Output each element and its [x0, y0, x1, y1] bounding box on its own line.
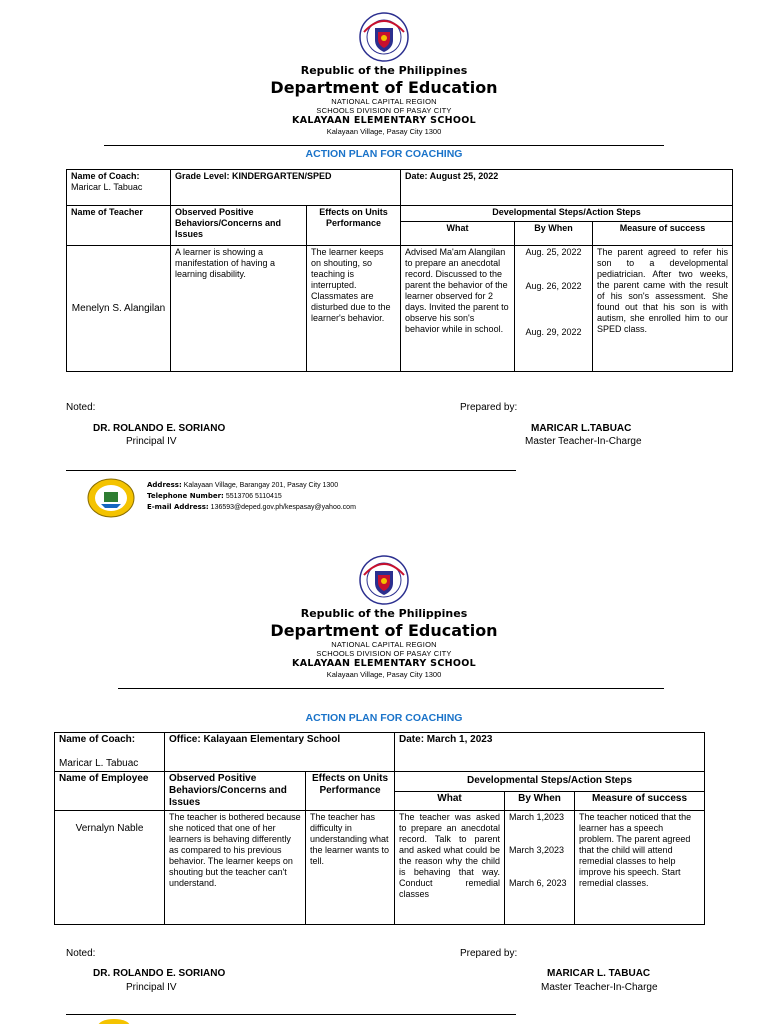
by-when-1: March 1,2023	[509, 812, 565, 822]
col-observed: Observed Positive Behaviors/Concerns and Issues	[165, 772, 306, 811]
col-dev-steps: Developmental Steps/Action Steps	[401, 206, 733, 222]
principal-name: DR. ROLANDO E. SORIANO	[93, 968, 226, 979]
employee-name: Vernalyn Nable	[55, 811, 165, 925]
preparer-name: MARICAR L. TABUAC	[547, 968, 651, 979]
measure-text: The parent agreed to refer his son to a developmental pediatrician. After two weeks, the parent came with the result of his son's assessment. She found out that his son is with autism, she enrolled him to our SPED class.	[593, 246, 733, 372]
by-when-1: Aug. 25, 2022	[525, 247, 582, 257]
division-text: SCHOOLS DIVISION OF PASAY CITY	[316, 649, 452, 658]
header-rule	[118, 688, 664, 689]
by-when-3: Aug. 29, 2022	[525, 327, 582, 337]
footer-phone: 5513706 5110415	[225, 493, 282, 500]
col-effects: Effects on Units Performance	[307, 206, 401, 246]
grade-level: Grade Level: KINDERGARTEN/SPED	[171, 170, 401, 206]
phone-label: Telephone Number:	[147, 492, 224, 500]
col-measure: Measure of success	[575, 791, 705, 811]
col-by-when: By When	[515, 222, 593, 246]
coach-label: Name of Coach:	[59, 734, 136, 745]
by-when-2: Aug. 26, 2022	[525, 281, 582, 291]
principal-name: DR. ROLANDO E. SORIANO	[93, 423, 226, 434]
col-observed: Observed Positive Behaviors/Concerns and Issues	[171, 206, 307, 246]
republic-text: Republic of the Philippines	[300, 607, 468, 620]
prepared-label: Prepared by:	[460, 402, 518, 413]
school-logo-icon	[97, 1018, 131, 1024]
coach-name: Maricar L. Tabuac	[59, 758, 139, 769]
school-name: KALAYAAN ELEMENTARY SCHOOL	[292, 658, 476, 669]
preparer-name: MARICAR L.TABUAC	[531, 423, 632, 434]
division-text: SCHOOLS DIVISION OF PASAY CITY	[316, 106, 452, 115]
principal-title: Principal IV	[126, 436, 177, 447]
plan-date: Date: August 25, 2022	[401, 170, 733, 206]
preparer-title: Master Teacher-In-Charge	[525, 436, 642, 447]
effects-text: The teacher has difficulty in understanding what the learner wants to tell.	[306, 811, 395, 925]
plan-date: Date: March 1, 2023	[395, 733, 705, 772]
action-plan-table	[54, 732, 705, 925]
col-teacher: Name of Teacher	[67, 206, 171, 246]
noted-label: Noted:	[66, 402, 96, 413]
office-text: Office: Kalayaan Elementary School	[165, 733, 395, 772]
effects-text: The learner keeps on shouting, so teaching is interrupted. Classmates are disturbed due to the learner's behavior.	[307, 246, 401, 372]
prepared-label: Prepared by:	[460, 948, 518, 959]
by-when-3: March 6, 2023	[509, 878, 567, 888]
observed-text: The teacher is bothered because she noticed that one of her learners is behaving differently as compared to his previous behavior. The learner keeps on shouting but the teacher can't understand.	[165, 811, 306, 925]
principal-title: Principal IV	[126, 982, 177, 993]
by-when-2: March 3,2023	[509, 845, 565, 855]
measure-text: The teacher noticed that the learner has a speech problem. The parent agreed that the child will attend remedial classes to help improve his speech. Start remedial classes.	[575, 811, 705, 925]
region-text: NATIONAL CAPITAL REGION	[331, 97, 437, 106]
school-address: Kalayaan Village, Pasay City 1300	[326, 127, 442, 136]
coach-name: Maricar L. Tabuac	[71, 182, 143, 192]
noted-label: Noted:	[66, 948, 96, 959]
region-text: NATIONAL CAPITAL REGION	[331, 640, 437, 649]
coach-label: Name of Coach:	[71, 171, 140, 181]
republic-text: Republic of the Philippines	[300, 64, 468, 77]
observed-text: A learner is showing a manifestation of having a learning disability.	[171, 246, 307, 372]
col-employee: Name of Employee	[55, 772, 165, 811]
plan-title: ACTION PLAN FOR COACHING	[305, 148, 463, 160]
footer-email: 136593@deped.gov.ph/kespasay@yahoo.com	[210, 504, 356, 511]
col-dev-steps: Developmental Steps/Action Steps	[395, 772, 705, 792]
department-title: Department of Education	[270, 78, 498, 97]
what-text: The teacher was asked to prepare an anecdotal record. Talk to parent and asked what could be the reason why the child is behaving that way. Conduct remedial classes	[395, 811, 505, 925]
email-label: E-mail Address:	[147, 503, 209, 511]
footer-rule	[66, 1014, 516, 1015]
teacher-name: Menelyn S. Alangilan	[67, 246, 171, 372]
by-when-cell	[505, 811, 575, 925]
col-by-when: By When	[505, 791, 575, 811]
department-title: Department of Education	[270, 621, 498, 640]
address-label: Address:	[147, 481, 182, 489]
col-what: What	[395, 791, 505, 811]
what-text: Advised Ma'am Alangilan to prepare an anecdotal record. Discussed to the parent the behavior of the learner observed for 2 days. Invited the parent to observe his son's behavior while in school.	[401, 246, 515, 372]
footer-address: Kalayaan Village, Barangay 201, Pasay City 1300	[183, 482, 339, 489]
coach-cell	[55, 733, 165, 772]
col-measure: Measure of success	[593, 222, 733, 246]
school-address: Kalayaan Village, Pasay City 1300	[326, 670, 442, 679]
deped-seal-icon	[359, 555, 409, 605]
plan-title: ACTION PLAN FOR COACHING	[305, 712, 463, 724]
preparer-title: Master Teacher-In-Charge	[541, 982, 658, 993]
col-effects: Effects on Units Performance	[306, 772, 395, 811]
school-name: KALAYAAN ELEMENTARY SCHOOL	[292, 115, 476, 126]
col-what: What	[401, 222, 515, 246]
